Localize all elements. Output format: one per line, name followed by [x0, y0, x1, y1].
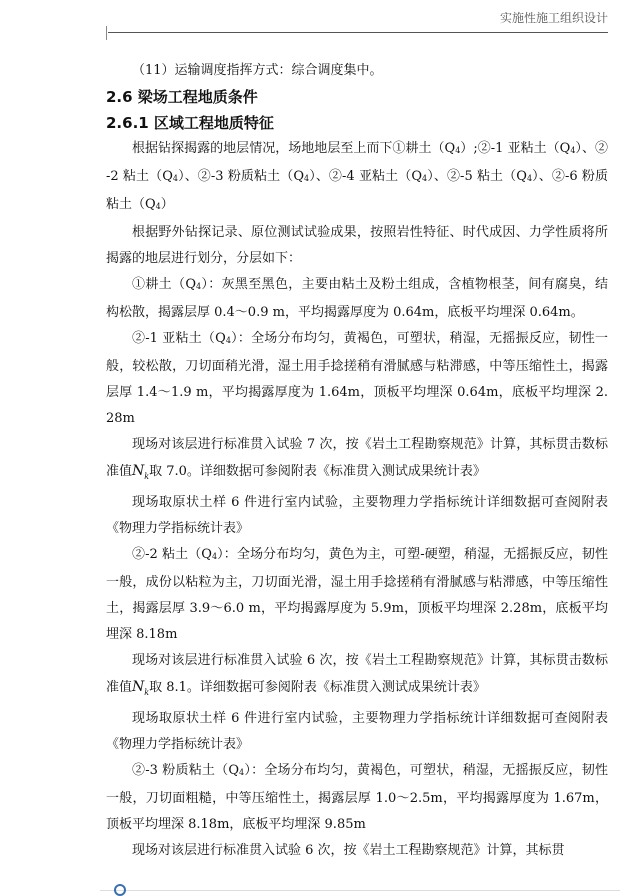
paragraph-division: 根据野外钻探记录、原位测试试验成果，按照岩性特征、时代成因、力学性质将所揭露的地层进行划分，分层如下： [106, 225, 608, 266]
paragraph-layer-2-1: ②-1 亚粘土（Q4）：全场分布均匀，黄褐色，可塑状，稍湿，无摇振反应，韧性一般，较松散，刀切面稍光滑，湿土用手捻搓稍有滑腻感与粘滞感，中等压缩性土，揭露层厚 1.4～1.9 m，平均揭露厚度为 1.64m，顶板平均埋深 0.64m，底板平均埋深 2.28m [106, 331, 608, 426]
paragraph-transport: （11）运输调度指挥方式：综合调度集中。 [132, 63, 383, 78]
heading-2-6-1: 2.6.1 区域工程地质特征 [106, 114, 274, 132]
paragraph-sample-2-2: 现场取原状土样 6 件进行室内试验，主要物理力学指标统计详细数据可查阅附表《物理力学指标统计表》 [106, 710, 608, 752]
nk-symbol: $N_k$ [132, 463, 150, 481]
page-header [108, 6, 608, 33]
paragraph-layer-2-2: ②-2 粘土（Q4）：全场分布均匀，黄色为主，可塑-硬塑，稍湿，无摇振反应，韧性一般，成份以粘粒为主，刀切面光滑，湿土用手捻搓稍有滑腻感与粘滞感，中等压缩性土，揭露层厚 3.9～6.0 m，平均揭露厚度为 5.9m，顶板平均埋深 2.28m，底板平均埋深 8.18m [106, 546, 608, 642]
paragraph-spt-2-2: 现场对该层进行标准贯入试验 6 次，按《岩土工程勘察规范》计算，其标贯击数标准值$N_k$取 8.1。详细数据可参阅附表《标准贯入测试成果统计表》 [106, 652, 608, 697]
paragraph-sample-2-1: 现场取原状土样 6 件进行室内试验，主要物理力学指标统计详细数据可查阅附表《物理力学指标统计表》 [106, 494, 608, 536]
paragraph-layer-1: ①耕土（Q4）：灰黑至黑色，主要由粘土及粉土组成，含植物根茎，间有腐臭，结构松散，揭露层厚 0.4～0.9 m，平均揭露厚度为 0.64m，底板平均埋深 0.64m。 [106, 277, 608, 320]
paragraph-layer-2-3: ②-3 粉质粘土（Q4）：全场分布均匀，黄褐色，可塑状，稍湿，无摇振反应，韧性一般，刀切面粗糙，中等压缩性土，揭露层厚 1.0～2.5m，平均揭露厚度为 1.67m，顶板平均埋深 8.18m，底板平均埋深 9.85m [106, 762, 608, 832]
footer-globe-icon [114, 884, 126, 896]
paragraph-spt-2-3: 现场对该层进行标准贯入试验 6 次，按《岩土工程勘察规范》计算，其标贯 [132, 842, 565, 858]
paragraph-spt-2-1: 现场对该层进行标准贯入试验 7 次，按《岩土工程勘察规范》计算，其标贯击数标准值$N_k$取 7.0。详细数据可参阅附表《标准贯入测试成果统计表》 [106, 437, 608, 481]
footer-divider [100, 890, 620, 891]
heading-2-6: 2.6 梁场工程地质条件 [106, 88, 258, 106]
nk-symbol: $N_k$ [132, 678, 150, 697]
header-title: 实施性施工组织设计 [499, 11, 608, 25]
body-content [106, 58, 608, 864]
paragraph-strata-list: 根据钻探揭露的地层情况，场地地层至上而下①耕土（Q4）;②-1 亚粘土（Q4）、②-2 粘土（Q4）、②-3 粉质粘土（Q4）、②-4 亚粘土（Q4）、②-5 粘土（Q4）、②-6 粉质粘土（Q4） [106, 141, 608, 212]
margin-corner-mark [106, 26, 107, 40]
